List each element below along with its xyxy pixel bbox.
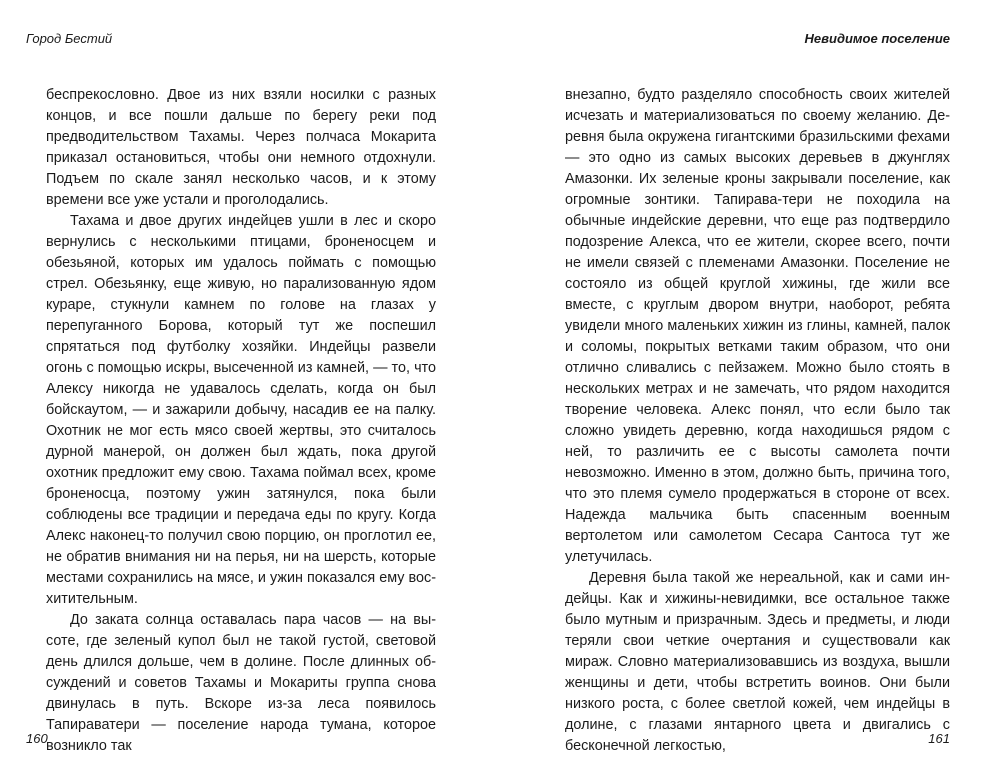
left-page (26, 0, 436, 781)
paragraph: беспрекословно. Двое из них взяли носилки с разных концов, и все пошли дальше по берегу реки под предводительством Тахамы. Через полчаса Мокарита приказал остановиться, чтобы они немного отдохнули. Подъем по скале занял несколько часов, и к этому времени все уже устали и проголодались. (46, 87, 436, 208)
left-page-body (46, 85, 436, 757)
paragraph: Тахама и двое других индейцев ушли в лес и скоро вернулись с несколькими птицами, броненосцем и обезьяной, которых им удалось поймать с помощью стрел. Обезьянку, еще живую, но парализованную ядом кураре, стукнули камнем по голове на глазах у перепуганного Борова, который тут же поспешил спрятаться под футболку хозяйки. Индейцы развели огонь с помощью искры, высеченной из камней, — то, что Алексу никогда не удавалось сделать, когда он был бойскаутом, — и зажарили добычу, насадив ее на палку. Охотник не мог есть мясо своей жертвы, это считалось дурной манерой, он должен был ждать, пока другой охотник предложит ему свою. Тахама поймал всех, кроме броненосца, поэтому ужин затянулся, пока были соблюдены все традиции и передача еды по кругу. Когда Алекс наконец-то получил свою порцию, он проглотил ее, не обратив внимания ни на перья, ни на шерсть, которые местами сохранились на мясе, и ужин показался ему восхитительным. (46, 213, 436, 607)
paragraph: Деревня была такой же нереальной, как и сами индейцы. Как и хижины-невидимки, все остальное также было мутным и призрачным. Здесь и предметы, и люди теряли свои четкие очертания и существовали как мираж. Словно материализовавшись из воздуха, вышли женщины и дети, чтобы встретить воинов. Они были низкого роста, с более светлой кожей, чем индейцы в долине, с глазами янтарного цвета и двигались с бесконечной легкостью, (565, 570, 950, 754)
page-number-right: 161 (928, 731, 950, 746)
page-number-left: 160 (26, 731, 48, 746)
running-head-left: Город Бестий (26, 31, 113, 46)
paragraph: внезапно, будто разделяло способность своих жителей исчезать и материализоваться по своему желанию. Деревня была окружена гигантскими бразильскими фехами — это одно из самых высоких деревьев в джунглях Амазонки. Их зеленые кроны закрывали поселение, как огромные зонтики. Тапирава-тери не походила на обычные индейские деревни, что еще раз подтвердило подозрение Алекса, что ее жители, скорее всего, почти не имели связей с племенами Амазонки. Поселение не состояло из общей круглой хижины, где жили все вместе, с круглым двором внутри, наоборот, ребята увидели много маленьких хижин из глины, камней, палок и соломы, покрытых ветками таким образом, что они отлично сливались с пейзажем. Можно было стоять в нескольких метрах и не замечать, что рядом находится творение человека. Алекс понял, что если было так сложно увидеть деревню, когда находишься рядом с ней, то различить ее с высоты самолета почти невозможно. Именно в этом, должно быть, причина того, что это племя сумело продержаться в стороне от всех. Надежда мальчика быть спасенным военным вертолетом или самолетом Сесара Сантоса тут же улетучилась. (565, 87, 950, 565)
paragraph: До заката солнца оставалась пара часов — на высоте, где зеленый купол был не такой густой, световой день длился дольше, чем в долине. После длинных обсуждений и советов Тахамы и Мокариты группа снова двинулась в путь. Вскоре из-за леса появилось Тапираватери — поселение народа тумана, которое возникло так (46, 612, 436, 754)
running-head-right: Невидимое поселение (804, 31, 950, 46)
right-page (565, 0, 950, 781)
right-page-body (565, 85, 950, 757)
